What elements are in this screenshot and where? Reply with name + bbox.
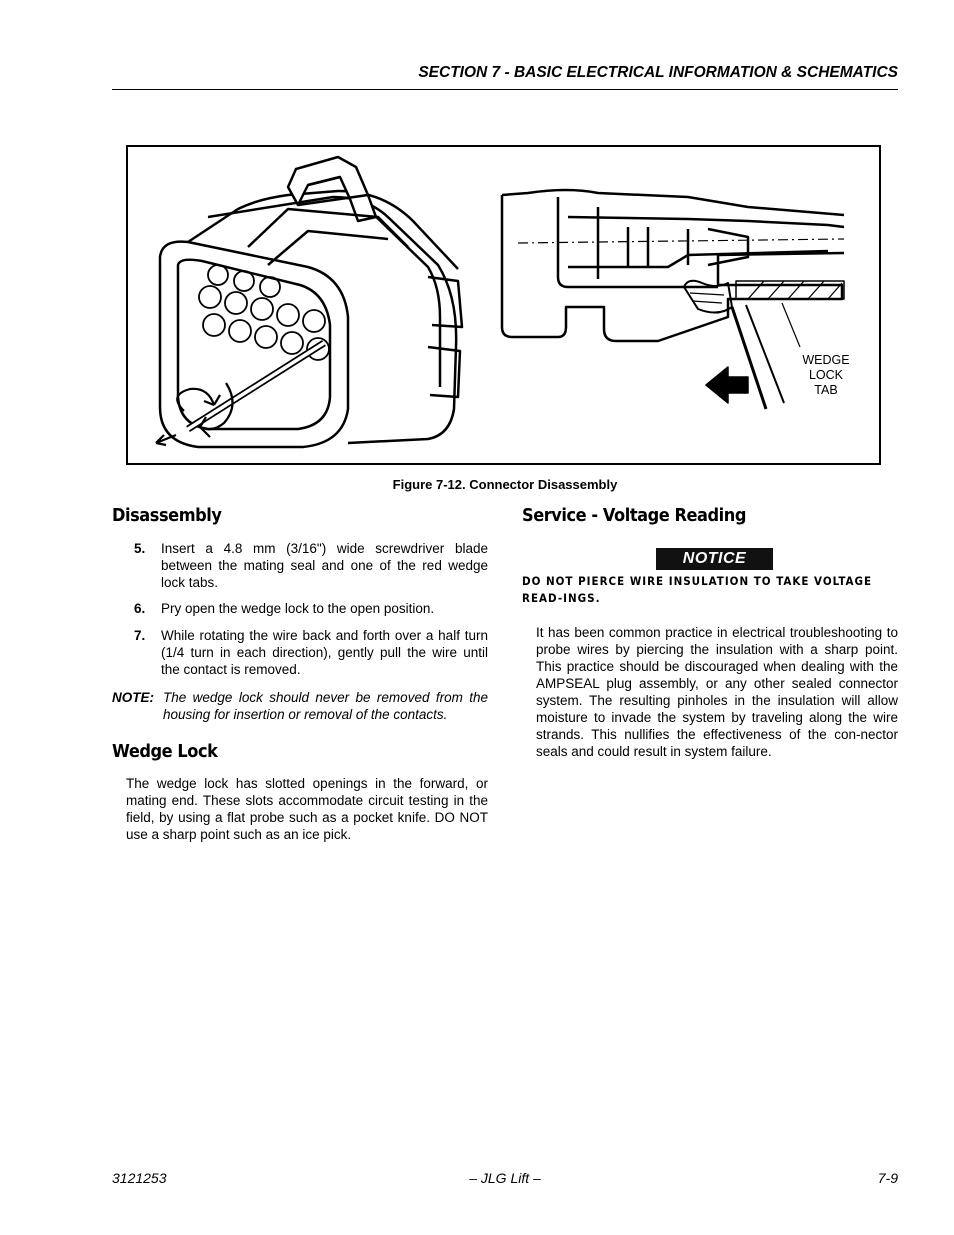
note-label: NOTE: [112, 690, 154, 705]
wedge-lock-text: The wedge lock has slotted openings in the forward, or mating end. These slots accommodate circuit testing in the field, by using a flat probe such as a pocket knife. DO NOT use a sharp point such as an ice pick. [126, 776, 488, 842]
footer-brand: – JLG Lift – [469, 1170, 541, 1186]
footer-page-number: 7-9 [877, 1170, 898, 1186]
step-5 [134, 540, 488, 591]
step-6 [134, 600, 488, 617]
callout-line-2: LOCK [808, 368, 844, 382]
step-text: Insert a 4.8 mm (3/16") wide screwdriver blade between the mating seal and one of the red wedge lock tabs. [161, 541, 488, 590]
step-text: While rotating the wire back and forth over a half turn (1/4 turn in each direction), gently pull the wire until the contact is removed. [161, 628, 488, 677]
notice-badge: NOTICE [656, 548, 773, 570]
wedge-lock-tab-callout [796, 353, 856, 398]
note-text: The wedge lock should never be removed from the housing for insertion or removal of the contacts. [163, 690, 488, 722]
step-7 [134, 627, 488, 678]
notice-text: DO NOT PIERCE WIRE INSULATION TO TAKE VOLTAGE READ-INGS. [522, 574, 873, 605]
footer-doc-number: 3121253 [112, 1170, 167, 1186]
disassembly-heading: Disassembly [112, 505, 222, 526]
service-heading: Service - Voltage Reading [522, 505, 747, 526]
section-header: SECTION 7 - BASIC ELECTRICAL INFORMATION & SCHEMATICS [418, 64, 898, 81]
step-number: 5. [134, 541, 146, 556]
callout-line-1: WEDGE [802, 353, 850, 367]
wedge-lock-heading: Wedge Lock [112, 741, 218, 762]
figure-caption: Figure 7-12. Connector Disassembly [392, 477, 618, 492]
step-number: 7. [134, 628, 146, 643]
header-rule [112, 89, 898, 90]
connector-disassembly-figure [126, 145, 881, 465]
note [112, 689, 488, 723]
connector-illustration [128, 147, 879, 463]
step-number: 6. [134, 601, 146, 616]
callout-line-3: TAB [814, 383, 838, 397]
service-text: It has been common practice in electrical troubleshooting to probe wires by piercing the insulation with a sharp point. This practice should be discouraged when dealing with the AMPSEAL plug assembly, or any other sealed connector system. The resulting pinholes in the insulation will allow moisture to invade the system by traveling along the wire strands. This nullifies the effectiveness of the con-nector seals and could result in system failure. [536, 625, 898, 759]
step-text: Pry open the wedge lock to the open position. [161, 601, 435, 616]
